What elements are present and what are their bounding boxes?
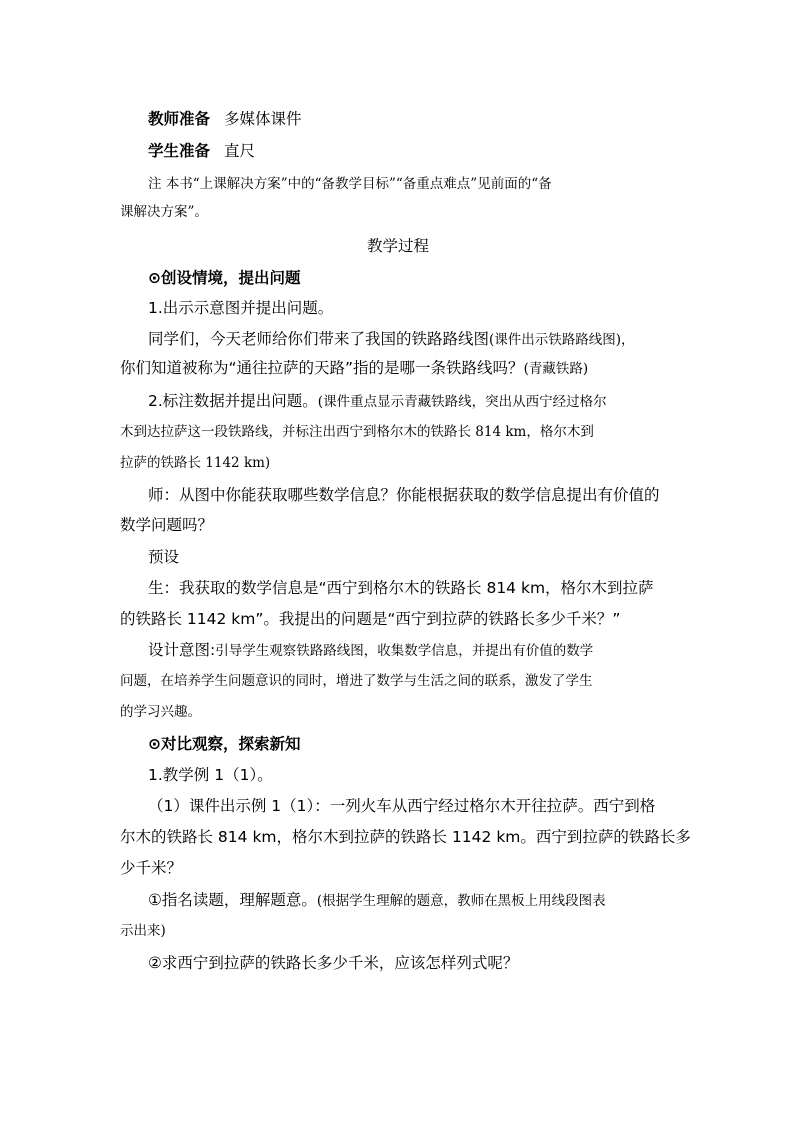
step2-line-2: 木到达拉萨这一段铁路线，并标注出西宁到格尔木的铁路长 814 km，格尔木到 bbox=[120, 424, 594, 440]
part2-heading: ⊙对比观察，探索新知 bbox=[148, 735, 301, 753]
design-intent-label: 设计意图: bbox=[148, 641, 216, 659]
part1-heading: ⊙创设情境，提出问题 bbox=[148, 269, 301, 287]
student-prep-label: 学生准备 bbox=[148, 142, 211, 160]
step2-label: 2.标注数据并提出问题。 bbox=[148, 392, 318, 410]
sub-item-1-line-1 bbox=[148, 888, 606, 913]
section-title: 教学过程 bbox=[366, 237, 429, 255]
step2-note: (课件重点显示青藏铁路线，突出从西宁经过格尔 bbox=[317, 394, 607, 410]
intro-line-1 bbox=[148, 327, 635, 352]
note-line-1: 注 本书“上课解决方案”中的“备教学目标”“备重点难点”见前面的“备 bbox=[148, 176, 552, 192]
teacher-question-line-2: 数学问题吗？ bbox=[120, 516, 214, 534]
design-intent-line-2: 问题，在培养学生问题意识的同时，增进了数学与生活之间的联系，激发了学生 bbox=[120, 673, 593, 689]
intro-line-2 bbox=[120, 356, 588, 381]
example-line-3: 少千米？ bbox=[120, 859, 183, 877]
part2-step1: 1.教学例 1（1）。 bbox=[148, 766, 273, 784]
teacher-prep-line bbox=[148, 107, 302, 131]
design-intent-line-1 bbox=[148, 638, 593, 663]
student-answer-line-2: 的铁路长 1142 km”。我提出的问题是“西宁到拉萨的铁路长多少千米？” bbox=[120, 610, 621, 628]
sub-item-1-note: (根据学生理解的题意，教师在黑板上用线段图表 bbox=[316, 893, 606, 909]
student-prep-line bbox=[148, 139, 255, 163]
note-line-2: 课解决方案”。 bbox=[120, 204, 208, 220]
teacher-prep-value: 多媒体课件 bbox=[224, 110, 302, 128]
sub-item-2: ②求西宁到拉萨的铁路长多少千米，应该怎样列式呢？ bbox=[148, 954, 519, 972]
design-intent-line-3: 的学习兴趣。 bbox=[120, 704, 201, 720]
sub-item-1-text: ①指名读题，理解题意。 bbox=[148, 891, 317, 909]
design-intent-text: 引导学生观察铁路路线图，收集数学信息，并提出有价值的数学 bbox=[215, 643, 594, 659]
teacher-prep-label: 教师准备 bbox=[148, 110, 211, 128]
sub-item-1-line-2: 示出来) bbox=[120, 923, 166, 939]
teacher-question-line-1: 师：从图中你能获取哪些数学信息？你能根据获取的数学信息提出有价值的 bbox=[148, 486, 660, 504]
student-answer-line-1: 生：我获取的数学信息是“西宁到格尔木的铁路长 814 km，格尔木到拉萨 bbox=[148, 579, 654, 597]
preset-label: 预设 bbox=[148, 548, 180, 566]
intro-line-1-note: (课件出示铁路路线图)， bbox=[489, 332, 635, 348]
step2-line-3: 拉萨的铁路长 1142 km) bbox=[120, 455, 271, 471]
intro-line-1-text: 同学们，今天老师给你们带来了我国的铁路路线图 bbox=[148, 330, 490, 348]
student-prep-value: 直尺 bbox=[224, 142, 256, 160]
part1-step1: 1.出示示意图并提出问题。 bbox=[148, 299, 334, 317]
step2-line-1 bbox=[148, 389, 607, 414]
example-line-2: 尔木的铁路长 814 km，格尔木到拉萨的铁路长 1142 km。西宁到拉萨的铁路长多 bbox=[120, 828, 691, 846]
intro-line-2-text: 你们知道被称为“通往拉萨的天路”指的是哪一条铁路线吗？ bbox=[120, 359, 524, 377]
intro-line-2-note: (青藏铁路) bbox=[523, 361, 589, 377]
example-line-1: （1）课件出示例 1（1）：一列火车从西宁经过格尔木开往拉萨。西宁到格 bbox=[148, 797, 656, 815]
